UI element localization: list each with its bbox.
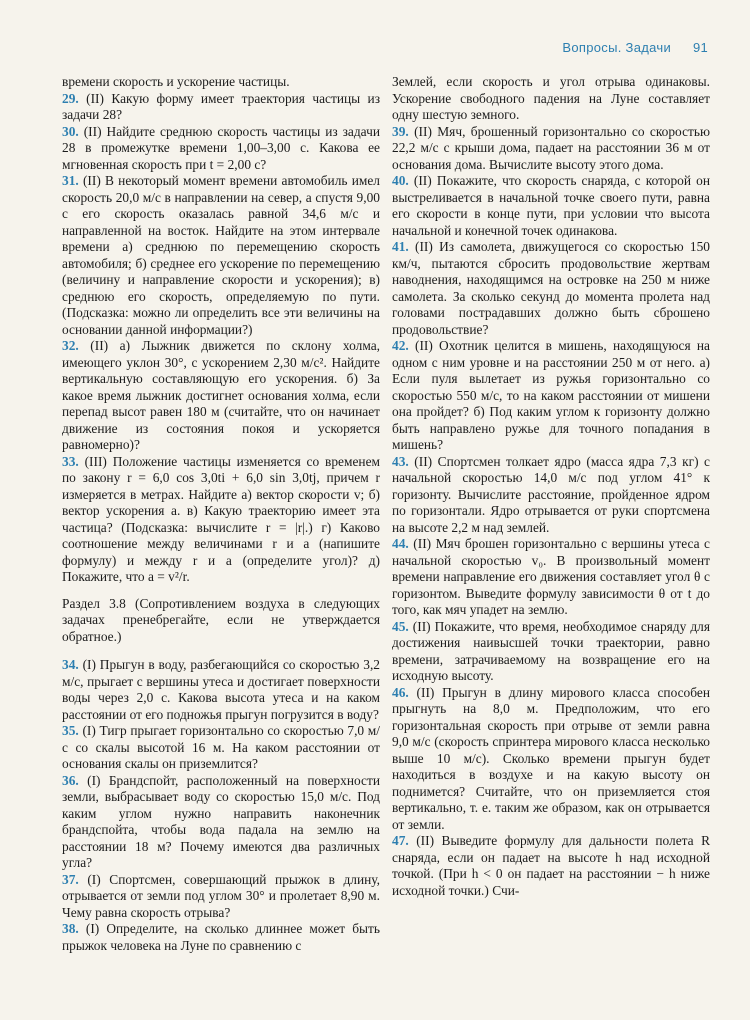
problem-text: (II) а) Лыжник движется по склону холма, имеющего уклон 30°, с ускорением 2,30 м/с². Найдите вертикальную составляющую его ускорения. б) За какое время лыжник достигнет основания холма, если перепад высот равен 180 м (считайте, что он начинает движение из состояния покоя и ускоряется равномерно)? [62, 338, 380, 452]
problem-item [62, 723, 380, 773]
running-header [562, 40, 708, 55]
problem-number: 37. [62, 871, 79, 887]
problem-list [62, 91, 380, 586]
problem-text: (II) Выведите формулу для дальности полета R снаряда, если он падает на высоте h над исходной точкой. (При h < 0 он падает на расстоянии − h ниже исходной точки.) Счи- [392, 833, 710, 898]
problem-text: (II) Покажите, что время, необходимое снаряду для достижения наивысшей точки траектории, равно времени, затрачиваемому на возвращение его на исходную высоту. [392, 618, 710, 683]
problem-item [62, 338, 380, 454]
problem-number: 41. [392, 239, 409, 254]
problem-item [62, 657, 380, 723]
problem-item [62, 173, 380, 338]
problem-text: (I) Определите, на сколько длиннее может быть прыжок человека на Луне по сравнению с [62, 921, 380, 953]
right-column [392, 74, 710, 899]
problem-number: 43. [392, 453, 409, 469]
problem-item [62, 124, 380, 174]
problem-item [392, 454, 710, 537]
problem-item [62, 773, 380, 872]
problem-item [392, 338, 710, 454]
problem-text: (II) В некоторый момент времени автомобиль имел скорость 20,0 м/с в направлении на север, а спустя 9,00 с его скорость оказалась равной 34,6 м/с и направленной на восток. Найдите на этом интервале времени а) среднюю по перемещению скорость автомобиля; б) среднее его ускорение по перемещению (величину и направление скорости и ускорения); в) среднюю его скорость, определяемую по пути. (Подсказка: можно ли определить все эти величины на основании данной информации?) [62, 173, 380, 337]
section-note: Раздел 3.8 (Сопротивлением воздуха в следующих задачах пренебрегайте, если не утверждается обратное.) [62, 595, 380, 644]
problem-item [392, 173, 710, 239]
problem-text: (III) Положение частицы изменяется со временем по закону r = 6,0 cos 3,0ti + 6,0 sin 3,0tj, причем r измеряется в метрах. Найдите а) вектор скорости v; б) вектор ускорения a. в) Какую траекторию имеет эта частица? (Подсказка: вычислите r = |r|.) г) Каково соотношение между величинами r и a (напишите формулу) и между r и a (определите угол)? д) Покажите, что a = v²/r. [62, 453, 380, 584]
continuation-text: Землей, если скорость и угол отрыва одинаковы. Ускорение свободного падения на Луне составляет одну шестую земного. [392, 74, 710, 122]
problem-item [392, 833, 710, 899]
problem-number: 29. [62, 90, 79, 106]
problem-number: 46. [392, 684, 409, 700]
problem-item [62, 91, 380, 124]
problem-number: 32. [62, 338, 79, 353]
problem-number: 35. [62, 723, 79, 738]
problem-text: (II) Какую форму имеет траектория частицы из задачи 28? [62, 90, 380, 122]
problem-text: (II) Покажите, что скорость снаряда, с которой он выстреливается в начальной точке своего пути, равна его скорости в конце пути, при условии что высота начальной и конечной точек одинакова. [392, 173, 710, 238]
problem-text: (II) Из самолета, движущегося со скоростью 150 км/ч, пытаются сбросить продовольствие жертвам наводнения, находящимся на островке на 250 м ниже самолета. За сколько секунд до момента пролета над головами пострадавших должно быть сброшено продовольствие? [392, 239, 710, 337]
problem-item [392, 239, 710, 338]
left-column [62, 74, 380, 954]
problem-number: 31. [62, 173, 79, 188]
problem-number: 39. [392, 123, 409, 139]
problem-text: (I) Тигр прыгает горизонтально со скоростью 7,0 м/с со скалы высотой 16 м. На каком расстоянии от основания скалы он приземлится? [62, 723, 381, 771]
page-number: 91 [692, 40, 708, 55]
problem-item [392, 685, 710, 834]
problem-item [62, 921, 380, 954]
problem-item [62, 872, 380, 922]
problem-list [62, 657, 380, 954]
problem-text: (I) Брандспойт, расположенный на поверхности земли, выбрасывает воду со скоростью 15,0 м/с. Под каким углом нужно направить наконечник брандспойта, чтобы вода падала на землю на расстоянии 18 м? Почему имеются два различных угла? [62, 772, 380, 870]
problem-number: 40. [392, 173, 409, 188]
problem-text: (II) Мяч брошен горизонтально с вершины утеса с начальной скоростью v₀. В произвольный момент времени направление его движения составляет угол θ с горизонтом. Выведите формулу зависимости θ от t до того, как мяч упадет на землю. [392, 536, 710, 617]
problem-text: (II) Найдите среднюю скорость частицы из задачи 28 в промежутке времени 1,00–3,00 с. Какова ее мгновенная скорость при t = 2,00 с? [62, 123, 380, 172]
problem-text: (II) Мяч, брошенный горизонтально со скоростью 22,2 м/с с крыши дома, падает на расстоянии 36 м от основания дома. Вычислите высоту этого дома. [392, 123, 710, 172]
problem-number: 33. [62, 453, 79, 469]
problem-text: (II) Охотник целится в мишень, находящуюся на одном с ним уровне и на расстоянии 250 м от него. а) Если пуля вылетает из ружья горизонтально со скоростью 550 м/с, то на каком расстоянии от мишени она пройдет? б) Под каким углом к горизонту должно быть направлено ружье для точного попадания в мишень? [392, 338, 710, 452]
problem-number: 30. [62, 123, 79, 139]
problem-number: 45. [392, 618, 409, 634]
problem-text: (II) Спортсмен толкает ядро (масса ядра 7,3 кг) с начальной скоростью 14,0 м/с под углом 41° к горизонту. Вычислите расстояние, пройденное ядром по горизонтали. Ядро отрывается от руки спортсмена на высоте 2,2 м над землей. [392, 453, 710, 535]
problem-item [392, 619, 710, 685]
problem-number: 36. [62, 772, 79, 788]
header-title: Вопросы. Задачи [562, 40, 672, 55]
problem-text: (I) Прыгун в воду, разбегающийся со скоростью 3,2 м/с, прыгает с вершины утеса и достигает поверхности воды через 2,0 с. Какова высота утеса и на каком расстоянии от его подножья прыгун погрузится в воду? [62, 657, 380, 722]
problem-number: 38. [62, 921, 79, 936]
continuation-text: времени скорость и ускорение частицы. [62, 74, 290, 89]
problem-list [392, 124, 710, 900]
problem-text: (I) Спортсмен, совершающий прыжок в длину, отрывается от земли под углом 30° и пролетает 8,90 м. Чему равна скорость отрыва? [62, 871, 380, 920]
problem-item [392, 536, 710, 619]
problem-number: 34. [62, 657, 79, 672]
problem-text: (II) Прыгун в длину мирового класса способен прыгнуть на 8,0 м. Предположим, что его горизонтальная скорость при отрыве от земли равна 9,0 м/с (скорость спринтера мирового класса несколько выше 10 м/с). Сколько времени прыгун будет находиться в воздухе и на какую высоту он поднимется? Считайте, что он приземляется стоя вертикально, т. е. таким же образом, как он отрывается от земли. [392, 684, 710, 832]
problem-item [392, 124, 710, 174]
problem-item [62, 454, 380, 586]
problem-number: 44. [392, 536, 409, 551]
problem-number: 47. [392, 833, 409, 848]
problem-number: 42. [392, 338, 409, 353]
